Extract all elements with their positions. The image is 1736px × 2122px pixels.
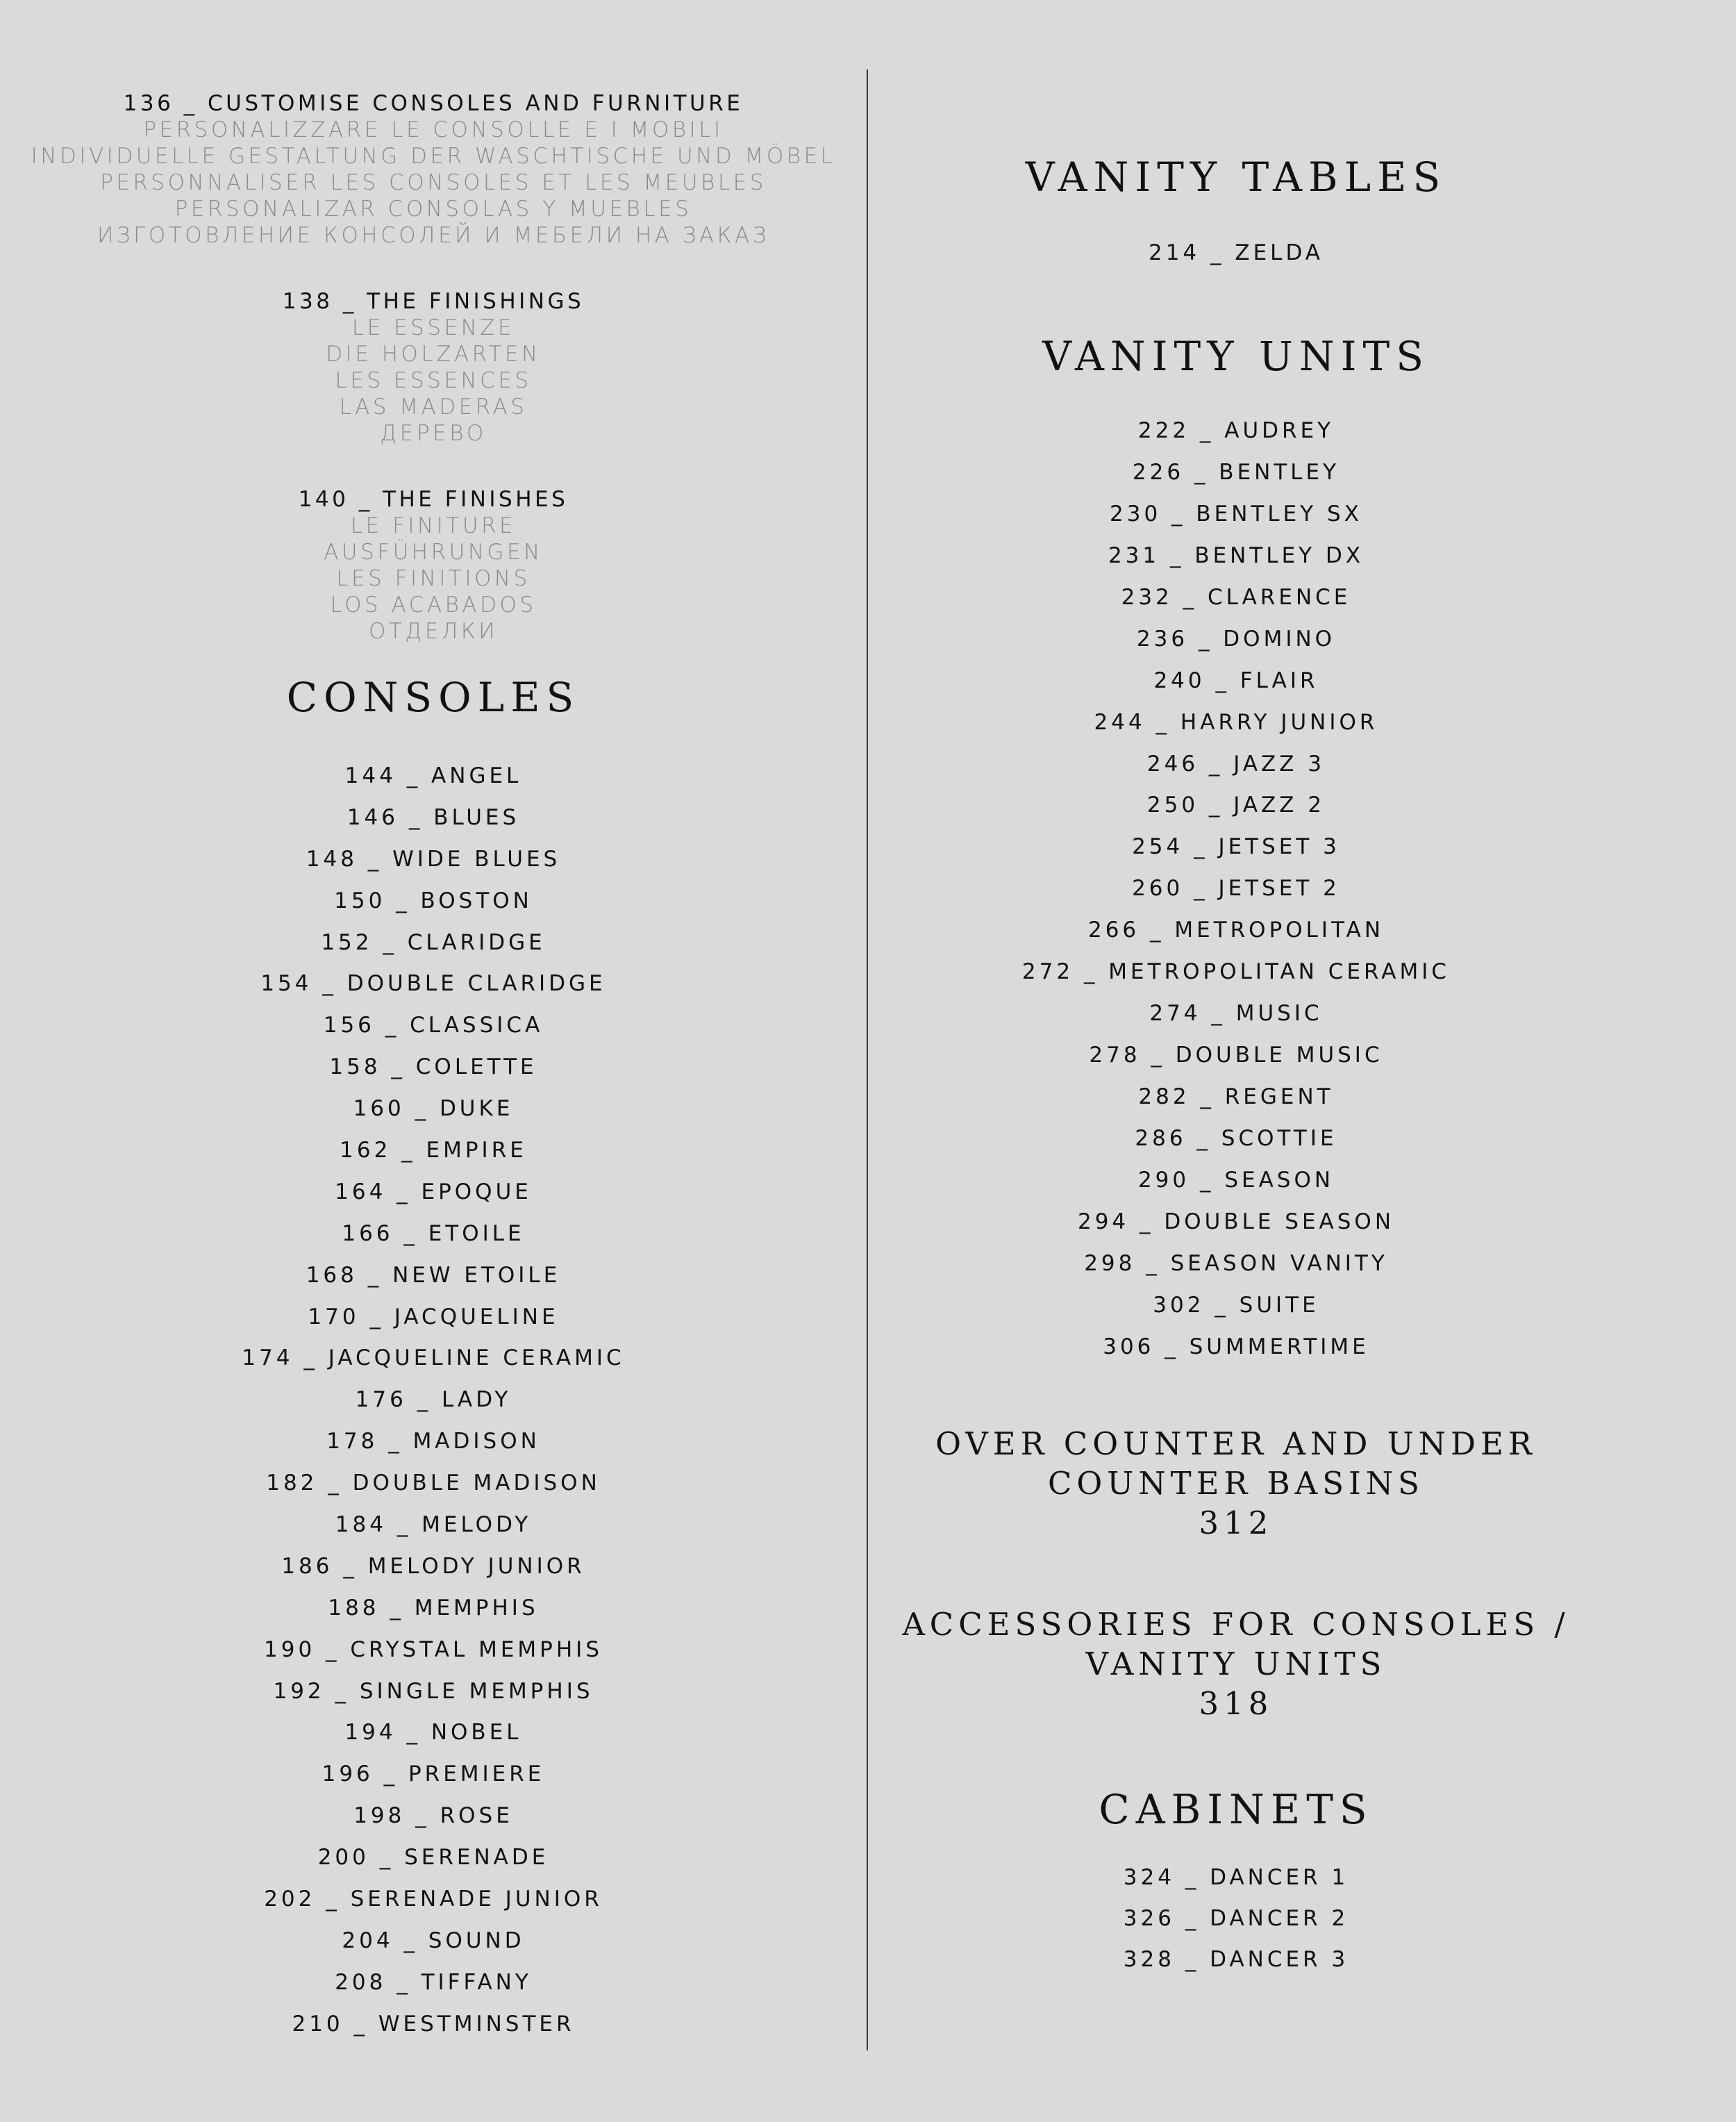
intro-translation: LES ESSENCES [335,368,532,393]
list-item: 156 _ CLASSICA [323,1013,544,1038]
list-item: 226 _ BENTLEY [1132,459,1340,485]
list-item: 244 _ HARRY JUNIOR [1094,709,1378,735]
list-item: 230 _ BENTLEY SX [1110,501,1362,527]
list-item: 208 _ TIFFANY [335,1969,532,1995]
list-item: 302 _ SUITE [1153,1292,1319,1318]
list-item: 194 _ NOBEL [344,1720,522,1746]
accessories-heading-line: VANITY UNITS [1085,1646,1387,1682]
list-item: 326 _ DANCER 2 [1123,1906,1349,1931]
list-item: 222 _ AUDREY [1137,418,1335,443]
section-heading-basins [868,1424,1604,1543]
intro-translation: ИЗГОТОВЛЕНИЕ КОНСОЛЕЙ И МЕБЕЛИ НА ЗАКАЗ [97,223,769,248]
intro-translation: LES FINITIONS [336,566,531,591]
list-item: 158 _ COLETTE [329,1054,537,1080]
list-item: 328 _ DANCER 3 [1123,1947,1349,1972]
list-item: 246 _ JAZZ 3 [1146,751,1326,777]
accessories-page-number: 318 [1199,1685,1274,1722]
list-item: 214 _ ZELDA [1148,240,1324,265]
list-item: 324 _ DANCER 1 [1123,1865,1349,1890]
list-item: 290 _ SEASON [1137,1167,1335,1193]
section-heading-vanity-units: VANITY UNITS [1042,333,1430,380]
list-item: 152 _ CLARIDGE [321,929,546,955]
list-item: 170 _ JACQUELINE [308,1304,559,1329]
list-item: 240 _ FLAIR [1153,668,1319,693]
list-item: 306 _ SUMMERTIME [1103,1334,1369,1359]
list-item: 202 _ SERENADE JUNIOR [264,1887,603,1912]
list-item: 184 _ MELODY [335,1512,532,1538]
list-item: 188 _ MEMPHIS [328,1595,539,1620]
list-item: 272 _ METROPOLITAN CERAMIC [1021,959,1451,985]
list-item: 282 _ REGENT [1138,1084,1334,1109]
list-item: 236 _ DOMINO [1136,626,1336,652]
list-item: 298 _ SEASON VANITY [1084,1250,1388,1276]
consoles-list [0,762,867,2052]
intro-block-finishings [0,288,867,447]
list-item: 274 _ MUSIC [1149,1001,1323,1027]
list-item: 148 _ WIDE BLUES [306,846,561,872]
list-item: 162 _ EMPIRE [340,1138,527,1163]
list-item: 182 _ DOUBLE MADISON [266,1470,601,1496]
intro-translation: PERSONALIZAR CONSOLAS Y MUEBLES [174,197,692,222]
list-item: 250 _ JAZZ 2 [1146,793,1326,818]
intro-translation: INDIVIDUELLE GESTALTUNG DER WASCHTISCHE UND MÖBEL [31,144,836,169]
list-item: 164 _ EPOQUE [335,1179,532,1204]
intro-translation: LE FINITURE [350,513,517,538]
vanity-tables-list [868,239,1604,281]
intro-translation: DIE HOLZARTEN [326,342,541,367]
basins-page-number: 312 [1199,1505,1274,1541]
section-heading-cabinets: CABINETS [1099,1786,1374,1833]
list-item: 168 _ NEW ETOILE [306,1262,561,1288]
list-item: 154 _ DOUBLE CLARIDGE [260,971,606,997]
list-item: 190 _ CRYSTAL MEMPHIS [264,1636,603,1662]
list-item: 196 _ PREMIERE [322,1762,545,1787]
list-item: 294 _ DOUBLE SEASON [1077,1209,1395,1234]
basins-heading-line: COUNTER BASINS [1047,1465,1425,1502]
intro-translation: LE ESSENZE [351,315,515,340]
list-item: 231 _ BENTLEY DX [1108,542,1364,568]
list-item: 200 _ SERENADE [317,1845,549,1871]
list-item: 254 _ JETSET 3 [1132,834,1340,860]
accessories-heading-line: ACCESSORIES FOR CONSOLES / [902,1606,1570,1643]
list-item: 178 _ MADISON [326,1429,540,1454]
intro-translation: PERSONALIZZARE LE CONSOLLE E I MOBILI [143,117,724,142]
section-heading-consoles: CONSOLES [286,674,581,721]
intro-translation: PERSONNALISER LES CONSOLES ET LES MEUBLES [100,170,767,195]
list-item: 144 _ ANGEL [344,763,522,788]
intro-block-customise [0,90,867,249]
list-item: 160 _ DUKE [353,1096,514,1122]
intro-translation: ОТДЕЛКИ [368,619,499,644]
list-item: 166 _ ETOILE [342,1220,525,1246]
list-item: 146 _ BLUES [347,804,520,830]
intro-translation: LOS ACABADOS [330,592,537,617]
section-heading-accessories [868,1605,1604,1723]
list-item: 210 _ WESTMINSTER [292,2011,575,2037]
list-item: 278 _ DOUBLE MUSIC [1089,1043,1383,1068]
list-item: 260 _ JETSET 2 [1132,876,1340,902]
list-item: 150 _ BOSTON [334,888,533,913]
vanity-units-list [868,417,1604,1375]
list-item: 232 _ CLARENCE [1121,584,1351,610]
list-item: 286 _ SCOTTIE [1135,1125,1337,1151]
intro-title: 136 _ CUSTOMISE CONSOLES AND FURNITURE [123,91,744,116]
intro-translation: LAS MADERAS [339,395,528,420]
list-item: 176 _ LADY [355,1387,512,1413]
list-item: 266 _ METROPOLITAN [1087,918,1385,943]
list-item: 186 _ MELODY JUNIOR [281,1553,585,1579]
section-heading-vanity-tables: VANITY TABLES [1025,154,1447,201]
basins-heading-line: OVER COUNTER AND UNDER [935,1425,1537,1462]
list-item: 198 _ ROSE [353,1803,513,1829]
list-item: 192 _ SINGLE MEMPHIS [273,1678,594,1704]
cabinets-list [868,1864,1604,1987]
intro-title: 140 _ THE FINISHES [298,487,569,512]
list-item: 204 _ SOUND [342,1928,525,1953]
intro-title: 138 _ THE FINISHINGS [282,289,585,314]
list-item: 174 _ JACQUELINE CERAMIC [242,1345,625,1371]
intro-translation: AUSFÜHRUNGEN [324,540,543,565]
intro-block-finishes [0,486,867,645]
intro-translation: ДЕРЕВО [380,421,487,446]
